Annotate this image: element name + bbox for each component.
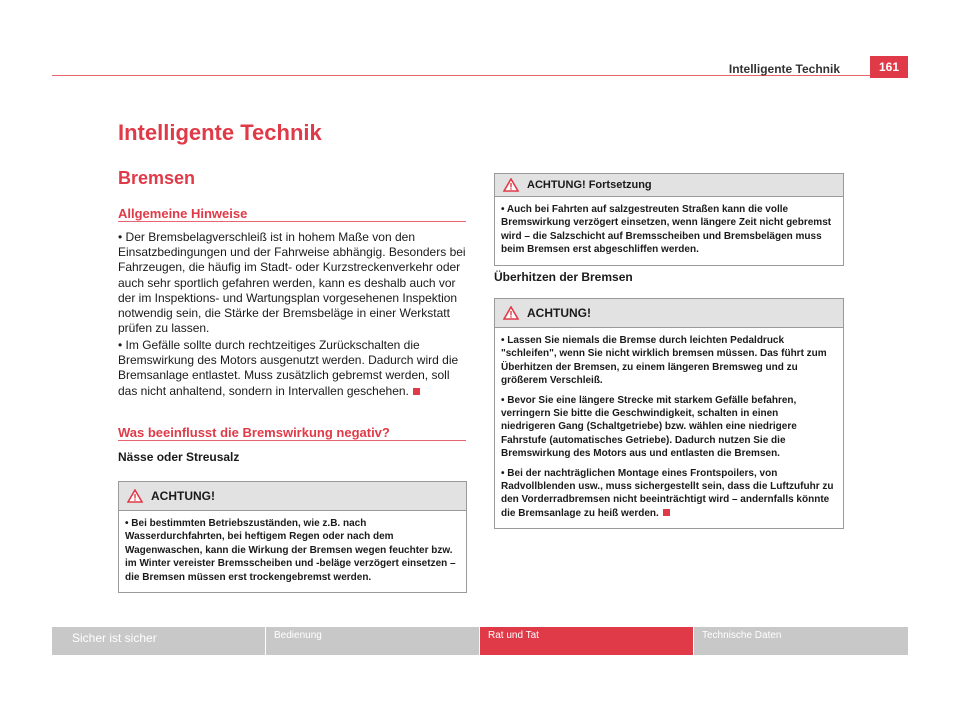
- warning-box-wet-title: ACHTUNG!: [151, 489, 215, 503]
- warning-box-continued: [494, 173, 844, 266]
- general-heading: Allgemeine Hinweise: [118, 206, 248, 221]
- warning-box-overheat-title: ACHTUNG!: [527, 306, 591, 320]
- end-of-section-icon: [413, 388, 420, 395]
- footer-tab-rat-und-tat[interactable]: Rat und Tat: [480, 627, 693, 655]
- running-header: Intelligente Technik: [728, 62, 840, 76]
- warning-box-wet: [118, 481, 467, 593]
- section-title: Bremsen: [118, 168, 196, 188]
- warning-triangle-icon: [503, 306, 519, 320]
- warning-box-continued-body: [495, 197, 843, 265]
- footer-tab-bedienung[interactable]: Bedienung: [266, 627, 479, 655]
- footer-tab-technische-daten[interactable]: Technische Daten: [694, 627, 908, 655]
- warning-box-wet-body: [119, 511, 466, 592]
- warning-box-continued-title: ACHTUNG! Fortsetzung: [527, 179, 652, 191]
- warning-box-overheat: [494, 298, 844, 529]
- warning-box-wet-text: • Bei bestimmten Betriebszuständen, wie z.B. nach Wasserdurchfahrten, bei heftigem Regen oder nach dem Wagenwaschen, kann die Wirkung der Bremsen wegen feuchter bzw. im Winter vereister Bremsscheiben und -beläge verzögert einsetzen – die Bremsen müssen erst trockengebremst werden.: [125, 518, 456, 583]
- warning-box-wet-header: [119, 482, 466, 511]
- warning-triangle-icon: [127, 489, 143, 503]
- overheat-bullet-2: • Bevor Sie eine längere Strecke mit starkem Gefälle befahren, verringern Sie bitte die Geschwindigkeit, schalten in einen niedrigeren Gang (Schaltgetriebe) bzw. wählen eine niedrigere Fahrstufe (automatisches Getriebe). Dadurch nutzen Sie die Bremswirkung des Motors aus und entlasten die Bremsen.: [501, 394, 797, 460]
- warning-triangle-icon: [503, 178, 519, 192]
- warning-box-continued-header: [495, 174, 843, 197]
- warning-box-continued-text: • Auch bei Fahrten auf salzgestreuten Straßen kann die volle Bremswirkung verzögert einsetzen, wenn längere Zeit nicht gebremst wird – die Salzschicht auf Bremsscheiben und Bremsbelägen muss beim Bremsen erst abgeschliffen werden.: [501, 204, 832, 256]
- footer-nav: [52, 627, 908, 655]
- footer-tab-sicher[interactable]: Sicher ist sicher: [52, 627, 265, 655]
- general-paragraph-2: [118, 338, 468, 399]
- general-heading-rule: [118, 221, 466, 222]
- warning-box-overheat-body: [495, 328, 843, 528]
- negative-subheading: Nässe oder Streusalz: [118, 450, 240, 464]
- negative-heading: Was beeinflusst die Bremswirkung negativ?: [118, 425, 390, 440]
- end-of-section-icon: [663, 509, 670, 516]
- negative-heading-rule: [118, 440, 466, 441]
- overheat-heading: Überhitzen der Bremsen: [494, 270, 633, 284]
- overheat-bullet-3-wrap: [501, 467, 835, 521]
- overheat-bullet-1: • Lassen Sie niemals die Bremse durch leichten Pedaldruck "schleifen", wenn Sie nicht wirklich bremsen müssen. Das führt zum Überhitzen der Bremsen, zu einem längeren Bremsweg und zu größerem Verschleiß.: [501, 335, 827, 387]
- general-paragraph-2-text: • Im Gefälle sollte durch rechtzeitiges Zurückschalten die Bremswirkung des Motors ausgenutzt werden. Dadurch wird die Bremsanlage entlastet. Muss zusätzlich gebremst werden, soll das nicht anhaltend, sondern in Intervallen geschehen.: [118, 338, 459, 398]
- chapter-title: Intelligente Technik: [118, 120, 322, 145]
- overheat-bullet-3: • Bei der nachträglichen Montage eines Frontspoilers, von Radvollblenden usw., muss sichergestellt sein, dass die Luftzufuhr zu den Vorderradbremsen nicht beeinträchtigt wird – andernfalls könnte die Bremsanlage zu heiß werden.: [501, 467, 834, 519]
- page-number: 161: [870, 56, 908, 78]
- general-paragraph-1: • Der Bremsbelagverschleiß ist in hohem Maße von den Einsatzbedingungen und der Fahrweise abhängig. Besonders bei Fahrzeugen, die häufig im Stadt- oder Kurzstreckenverkehr oder auch sehr sportlich gefahren werden, kann es deshalb auch vor der im Inspektions- und Wartungsplan vorgesehenen Inspektion notwendig sein, die Stärke der Bremsbeläge in einer Werkstatt prüfen zu lassen.: [118, 230, 466, 336]
- warning-box-overheat-header: [495, 299, 843, 328]
